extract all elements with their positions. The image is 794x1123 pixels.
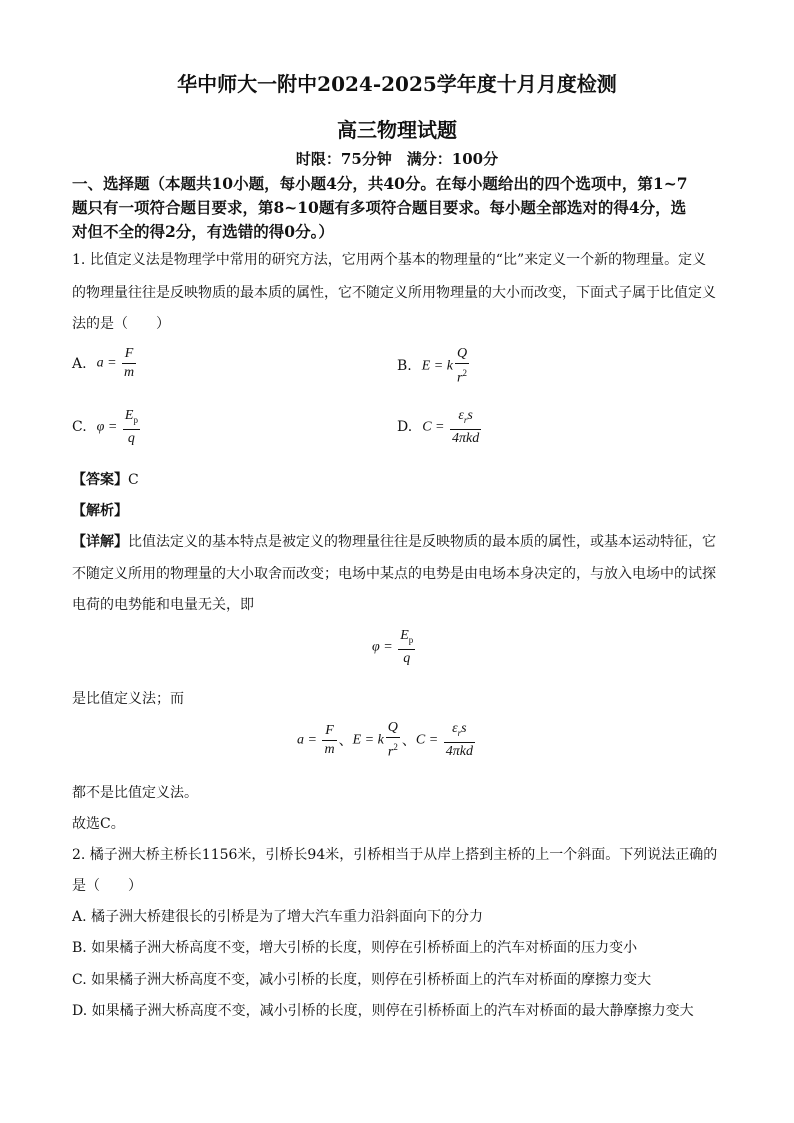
option-a-label: A. bbox=[72, 355, 87, 372]
q2-option-b: B. 如果橘子洲大桥高度不变，增大引桥的长度，则停在引桥桥面上的汽车对桥面的压力变小 bbox=[72, 940, 638, 956]
analysis-tag: 【解析】 bbox=[72, 503, 128, 519]
q1-stem-line1: 1. 比值定义法是物理学中常用的研究方法，它用两个基本的物理量的“比”来定义一个新的物理量。定义 bbox=[72, 252, 707, 268]
option-d-label: D. bbox=[397, 419, 413, 436]
q2-option-d: D. 如果橘子洲大桥高度不变，减小引桥的长度，则停在引桥桥面上的汽车对桥面的最大静摩擦力变大 bbox=[72, 1003, 694, 1019]
section-heading-line3: 对但不全的得2分，有选错的得0分。） bbox=[72, 222, 334, 241]
q2-stem-line2: 是（ ） bbox=[72, 878, 142, 894]
not-ratio-text: 都不是比值定义法。 bbox=[72, 785, 198, 801]
option-a-formula: a = $\frac{F}{m}$ bbox=[96, 346, 135, 380]
q2-option-c: C. 如果橘子洲大桥高度不变，减小引桥的长度，则停在引桥桥面上的汽车对桥面的摩擦力变大 bbox=[72, 972, 652, 988]
q1-option-a bbox=[72, 346, 138, 381]
answer-value: C bbox=[128, 472, 139, 488]
q1-detail-line2: 不随定义所用的物理量的大小取舍而改变；电场中某点的电势是由电场本身决定的，与放入电场中的试探 bbox=[72, 566, 716, 582]
q1-stem-line3: 法的是（ ） bbox=[72, 316, 170, 332]
section-heading-line2: 题只有一项符合题目要求，第8~10题有多项符合题目要求。每小题全部选对的得4分，选 bbox=[72, 198, 687, 217]
q1-answer bbox=[72, 469, 139, 489]
exam-title: 华中师大一附中2024-2025学年度十月月度检测 bbox=[177, 72, 617, 96]
option-c-formula: φ = $\frac{E_p}{q}$ bbox=[96, 408, 138, 446]
formula-separator-2: 、 bbox=[401, 734, 416, 750]
formula-non-ratio: a = $\frac{F}{m}$ 、 E = k $\frac{Q}{r^2}$ 、 C = $\frac{\varepsilon_rs}{\text{4πkd}}$ bbox=[297, 720, 473, 760]
q1-conclusion: 故选C。 bbox=[72, 816, 125, 832]
q1-option-c bbox=[72, 408, 142, 447]
detail-text-1: 比值法定义的基本特点是被定义的物理量往往是反映物质的最本质的属性，或基本运动特征，它 bbox=[128, 534, 716, 550]
q1-option-b bbox=[397, 346, 471, 387]
detail-tag: 【详解】 bbox=[72, 534, 128, 550]
formula-separator-1: 、 bbox=[338, 734, 353, 750]
q1-option-d bbox=[397, 408, 483, 447]
option-b-formula: E = k $\frac{Q}{r^2}$ bbox=[421, 346, 468, 386]
q1-detail-line3: 电荷的电势能和电量无关，即 bbox=[72, 597, 254, 613]
q2-stem-line1: 2. 橘子洲大桥主桥长1156米，引桥长94米，引桥相当于从岸上搭到主桥的上一个斜面。下列说法正确的 bbox=[72, 847, 718, 863]
exam-subtitle: 高三物理试题 bbox=[337, 118, 457, 142]
exam-meta: 时限：75分钟 满分：100分 bbox=[295, 150, 499, 168]
formula-potential: φ = $\frac{E_p}{q}$ bbox=[372, 628, 414, 666]
option-c-label: C. bbox=[72, 419, 87, 436]
q1-detail-line1 bbox=[72, 531, 716, 551]
is-ratio-text: 是比值定义法；而 bbox=[72, 691, 184, 707]
option-b-label: B. bbox=[397, 358, 412, 375]
answer-tag: 【答案】 bbox=[72, 472, 128, 488]
q2-option-a: A. 橘子洲大桥建很长的引桥是为了增大汽车重力沿斜面向下的分力 bbox=[72, 909, 484, 925]
section-heading-line1: 一、选择题（本题共10小题，每小题4分，共40分。在每小题给出的四个选项中，第1~7 bbox=[72, 174, 688, 193]
q1-stem-line2: 的物理量往往是反映物质的最本质的属性，它不随定义所用物理量的大小而改变，下面式子属于比值定义 bbox=[72, 285, 716, 301]
option-d-formula: C = $\frac{\varepsilon_rs}{\text{4πkd}}$ bbox=[422, 408, 480, 446]
